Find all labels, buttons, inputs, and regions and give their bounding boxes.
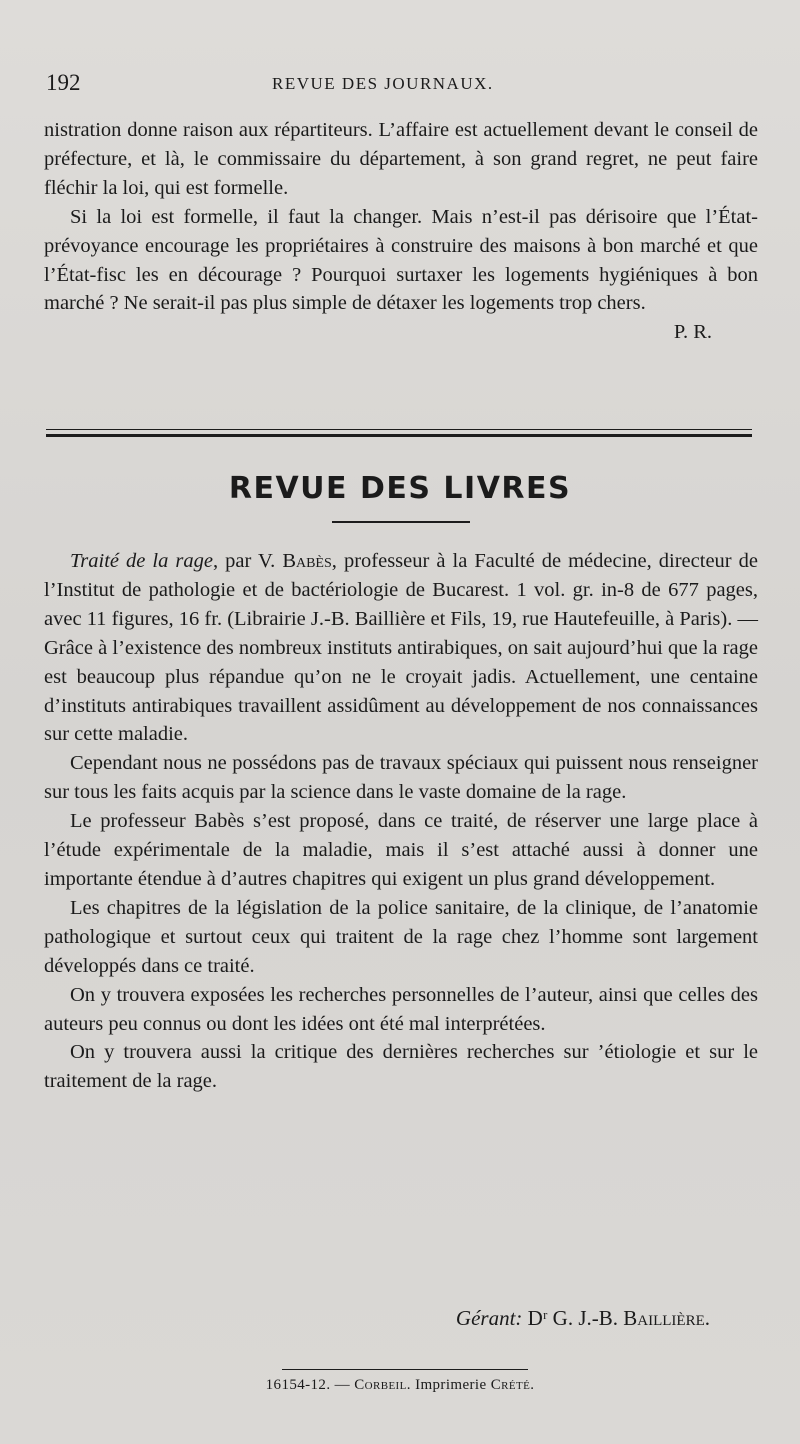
gerant-name: G. J.-B.: [552, 1306, 618, 1330]
review-paragraph: Le professeur Babès s’est proposé, dans ce traité, de réserver une large place à l’étude expérimentale de la maladie, mais il s’est attaché aussi à donner une importante étendue à d’autres chapitres qui exigent un plus grand développement.: [44, 810, 758, 890]
printer-name: Crété.: [490, 1377, 535, 1393]
running-title: REVUE DES JOURNAUX.: [272, 74, 494, 93]
gerant-title: Dʳ: [527, 1306, 548, 1330]
book-review: [44, 547, 758, 1096]
article-paragraph: Si la loi est formelle, il faut la changer. Mais n’est-il pas dérisoire que l’État-prévoyance encourage les propriétaires à construire des maisons à bon marché et que l’État-fisc les en décourage ? Pourquoi surtaxer les logements hygiéniques à bon marché ? Ne serait-il pas plus simple de détaxer les logements trop chers.: [44, 205, 758, 315]
article-signature: P. R.: [673, 321, 712, 344]
review-intro-text: , professeur à la Faculté de médecine, directeur de l’Institut de pathologie et de bactériologie de Bucarest. 1 vol. gr. in-8 de 677 pages, avec 11 figures, 16 fr. (Librairie J.-B. Baillière et Fils, 19, rue Hautefeuille, à Paris). — Grâce à l’existence des nombreux instituts antirabiques, on sait aujourd’hui que la rage est beaucoup plus répandue qu’on ne le croyait jadis. Actuellement, une centaine d’instituts antirabiques travaillent assidûment au développement de nos connaissances sur cette maladie.: [44, 550, 759, 746]
footer-rule: [282, 1369, 528, 1370]
printer-label: Imprimerie: [415, 1377, 487, 1393]
review-paragraph: Les chapitres de la législation de la police sanitaire, de la clinique, de l’anatomie pathologique et surtout ceux qui traitent de la rage chez l’homme sont largement développés dans ce traité.: [44, 896, 758, 977]
review-author: Babès: [282, 550, 332, 572]
gerant-label: Gérant:: [455, 1306, 523, 1330]
review-paragraph: On y trouvera aussi la critique des dernières recherches sur ’étiologie et sur le traitement de la rage.: [44, 1041, 758, 1093]
gerant-line: [44, 1306, 710, 1331]
section-title: REVUE DES LIVRES: [228, 471, 572, 506]
print-city: Corbeil.: [354, 1377, 411, 1393]
review-paragraph: On y trouvera exposées les recherches personnelles de l’auteur, ainsi que celles des auteurs peu connus ou dont les idées ont été mal interprétées.: [44, 983, 758, 1035]
title-underline: [332, 521, 470, 523]
review-intro: [44, 547, 758, 749]
page-number: 192: [46, 70, 81, 95]
book-title: Traité de la rage: [70, 550, 213, 572]
gerant-surname: Baillière.: [623, 1306, 710, 1330]
article-paragraph: nistration donne raison aux répartiteurs. L’affaire est actuellement devant le conseil de préfecture, et là, le commissaire du département, à son grand regret, ne peut faire fléchir la loi, qui est formelle.: [44, 119, 758, 199]
review-by: , par V.: [212, 550, 276, 572]
article-continuation: [44, 116, 758, 347]
review-paragraph: Cependant nous ne possédons pas de travaux spéciaux qui puissent nous renseigner sur tous les faits acquis par la science dans le vaste domaine de la rage.: [44, 752, 758, 804]
printer-footer: [0, 1377, 800, 1394]
section-rule-thick: [46, 434, 752, 437]
print-code: 16154-12.: [265, 1377, 331, 1393]
running-head: [46, 70, 756, 104]
section-rule-thin: [46, 429, 752, 430]
footer-dash: —: [334, 1377, 351, 1393]
